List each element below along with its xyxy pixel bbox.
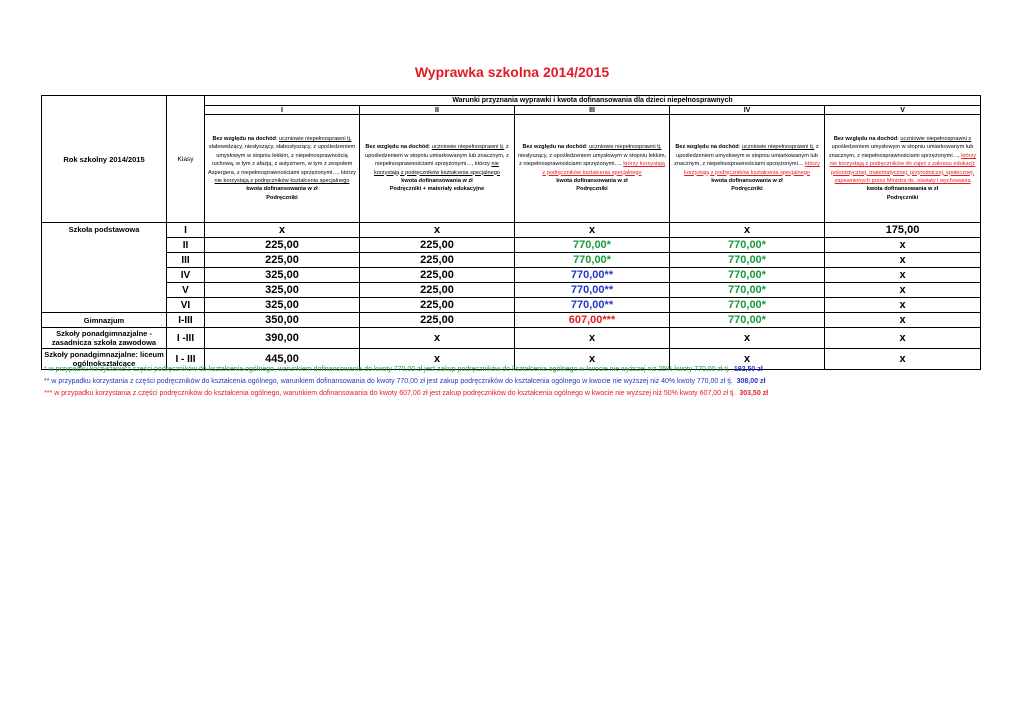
value-cell: x [515, 328, 670, 349]
klasa-cell: V [167, 283, 205, 298]
desc-podreczniki: Podręczniki [886, 194, 919, 201]
klasa-cell: I -III [167, 328, 205, 349]
label-liceum: Szkoły ponadgimnazjalne: liceum ogólnokształcące [42, 349, 167, 370]
value-cell: x [825, 238, 981, 253]
footnote-3 [44, 388, 768, 400]
header-warunki: Warunki przyznania wyprawki i kwota dofinansowania dla dzieci niepełnosprawnych [205, 96, 981, 106]
header-col-5: V [825, 106, 981, 115]
header-col-1: I [205, 106, 360, 115]
desc-text: z upośledzeniem umysłowym w stopniu umiarkowanym lub znacznym, z niepełnosprawnościami sprzężonymi… [674, 144, 819, 168]
desc-under: uczniowie niepełnosprawni tj. [279, 135, 352, 142]
footnote-1 [44, 364, 768, 376]
desc-text: z upośledzeniem w stopniu umiarkowanym lub znacznym, z niepełnosprawnościami sprzężonymi…, którzy [365, 144, 509, 168]
table-row [42, 298, 981, 313]
desc-col-2: Bez względu na dochód: uczniowie niepełnosprawni tj. z upośledzeniem w stopniu umiarkowanym lub znacznym, z niepełnosprawnościami sprzężonymi…, którzy nie korzystają z podręczników kształcenia specjalnego kwota dofinansowania w zł Podręczniki + materiały edukacyjne [360, 115, 515, 223]
desc-under: uczniowie niepełnosprawni tj. [741, 144, 815, 151]
table-row [42, 223, 981, 238]
header-klasy: Klasy [167, 96, 205, 223]
value-cell: 225,00 [360, 238, 515, 253]
desc-podreczniki: Podręczniki + materiały edukacyjne [389, 186, 485, 193]
desc-podreczniki: Podręczniki [731, 186, 763, 193]
value-cell: 770,00* [670, 253, 825, 268]
value-cell: 225,00 [360, 313, 515, 328]
header-col-4: IV [670, 106, 825, 115]
footnotes [44, 364, 768, 400]
desc-kwota: kwota dofinansowania w zł [556, 177, 628, 184]
value-cell: x [360, 349, 515, 370]
desc-red: którzy korzystają z podręczników kształcenia specjalnego [684, 161, 820, 176]
desc-lead: Bez względu na dochód [212, 135, 276, 142]
value-cell: 770,00* [670, 238, 825, 253]
desc-podreczniki: Podręczniki [266, 194, 298, 201]
value-cell: 325,00 [205, 268, 360, 283]
footnote-amount: 308,00 zł [736, 378, 766, 385]
value-cell: x [825, 298, 981, 313]
value-cell: x [515, 349, 670, 370]
value-cell: 325,00 [205, 283, 360, 298]
table-row [42, 313, 981, 328]
value-cell: 770,00* [670, 298, 825, 313]
value-cell: x [515, 223, 670, 238]
page-title: Wyprawka szkolna 2014/2015 [414, 64, 610, 80]
desc-col-1: Bez względu na dochód: uczniowie niepełnosprawni tj. słabowidzący, niesłyszący, słabosłyszący, z upośledzeniem umysłowym w stopniu lekkim, z niepełnosprawnością ruchową, w tym z afazją, z autyzmem, w tym z zespołem Aspergera, z niepełnosprawnościami sprzężonymi…, którzy nie korzystają z podręczników kształcenia specjalnego kwota dofinansowania w zł Podręczniki [205, 115, 360, 223]
footnote-text: ** w przypadku korzystania z części podręczników do kształcenia ogólnego, warunkiem dofinansowania do kwoty 770,00 zł jest zakup podręczników do kształcenia ogólnego w kwocie nie wyższej niż 40% kwoty 770,00 zł tj. [44, 378, 733, 385]
klasa-cell: I - III [167, 349, 205, 370]
value-cell: x [360, 223, 515, 238]
value-cell: 770,00* [515, 238, 670, 253]
desc-kwota: kwota dofinansowania w zł [711, 177, 783, 184]
value-cell: x [825, 313, 981, 328]
value-cell: x [205, 223, 360, 238]
value-cell: x [825, 268, 981, 283]
value-cell: 350,00 [205, 313, 360, 328]
value-cell: 175,00 [825, 223, 981, 238]
desc-lead: Bez względu na dochód [365, 144, 429, 151]
value-cell: 225,00 [360, 268, 515, 283]
desc-under2: nie korzystają z podręczników kształcenia specjalnego [374, 161, 500, 176]
klasa-cell: I-III [167, 313, 205, 328]
desc-col-4: Bez względu na dochód: uczniowie niepełnosprawni tj. z upośledzeniem umysłowym w stopniu umiarkowanym lub znacznym, z niepełnosprawnościami sprzężonymi… którzy korzystają z podręczników kształcenia specjalnego kwota dofinansowania w zł Podręczniki [670, 115, 825, 223]
desc-text: niesłyszący, z upośledzeniem umysłowym w stopniu lekkim, z niepełnosprawnościami sprzężonymi…, [517, 152, 667, 168]
footnote-amount: 303,50 zł [739, 390, 769, 397]
value-cell: x [670, 223, 825, 238]
value-cell: 225,00 [360, 283, 515, 298]
value-cell: x [670, 328, 825, 349]
value-cell: x [825, 328, 981, 349]
header-col-3: III [515, 106, 670, 115]
table-row [42, 328, 981, 349]
header-col-2: II [360, 106, 515, 115]
desc-red: którzy nie korzystają z podręczników do zajęć z zakresu edukacji: polonistycznej, matematycznej, przyrodniczej, społecznej, zapewnionych przez Ministra ds. oświaty i wychowania [829, 152, 977, 184]
desc-kwota: kwota dofinansowania w zł [866, 186, 939, 193]
desc-under: uczniowie niepełnosprawni tj. [431, 144, 505, 151]
desc-kwota: kwota dofinansowania w zł [246, 186, 318, 193]
value-cell: 770,00* [670, 268, 825, 283]
klasa-cell: I [167, 223, 205, 238]
value-cell: 325,00 [205, 298, 360, 313]
value-cell: 607,00*** [515, 313, 670, 328]
value-cell: x [825, 349, 981, 370]
footnote-amount: 192,50 zł [733, 366, 763, 373]
klasa-cell: III [167, 253, 205, 268]
desc-col-3: Bez względu na dochód: uczniowie niepełnosprawni tj. niesłyszący, z upośledzeniem umysłowym w stopniu lekkim, z niepełnosprawnościami sprzężonymi…, którzy korzystają z podręczników kształcenia specjalnego kwota dofinansowania w zł Podręczniki [515, 115, 670, 223]
value-cell: 770,00** [515, 298, 670, 313]
table-row [42, 238, 981, 253]
klasa-cell: VI [167, 298, 205, 313]
value-cell: 225,00 [205, 253, 360, 268]
desc-under2: nie korzystają z podręczników kształcenia specjalnego [214, 177, 350, 184]
value-cell: 770,00** [515, 283, 670, 298]
table-row [42, 283, 981, 298]
desc-under: uczniowie niepełnosprawni tj. [589, 144, 662, 151]
footnote-text: * w przypadku korzystania z części podręczników do kształcenia ogólnego, warunkiem dofinansowania do kwoty 770,00 zł jest zakup podręczników do kształcenia ogólnego w kwocie nie wyższej niż 25% kwoty 770,00 zł tj. [44, 366, 730, 373]
wyprawka-table [41, 95, 981, 370]
footnote-text: *** w przypadku korzystania z części podręczników do kształcenia ogólnego, warunkiem dofinansowania do kwoty 607,00 zł jest zakup podręczników do kształcenia ogólnego w kwocie nie wyższej niż 50% kwoty 607,00 zł tj. [44, 390, 736, 397]
table-row [42, 253, 981, 268]
desc-lead: Bez względu na dochód [675, 144, 739, 151]
table-row [42, 268, 981, 283]
value-cell: x [825, 253, 981, 268]
desc-text: słabowidzący, niesłyszący, słabosłyszący, z upośledzeniem umysłowym w stopniu lekkim, z niepełnosprawnością ruchową, w tym z afazją, z autyzmem, w tym z zespołem Aspergera, z niepełnosprawnościami sprzężonymi…, którzy [208, 144, 356, 176]
value-cell: 225,00 [360, 298, 515, 313]
value-cell: 770,00** [515, 268, 670, 283]
label-szkola-podstawowa: Szkoła podstawowa [42, 223, 167, 313]
value-cell: 225,00 [205, 238, 360, 253]
desc-lead: Bez względu na dochód [833, 135, 898, 142]
desc-podreczniki: Podręczniki [576, 186, 608, 193]
desc-col-5: Bez względu na dochód: uczniowie niepełnosprawni z upośledzeniem umysłowym w stopniu umiarkowanym lub znacznym, z niepełnosprawnościami sprzężonymi…, którzy nie korzystają z podręczników do zajęć z zakresu edukacji: polonistycznej, matematycznej, przyrodniczej, społecznej, zapewnionych przez Ministra ds. oświaty i wychowania kwota dofinansowania w zł Podręczniki [825, 115, 981, 223]
value-cell: 225,00 [360, 253, 515, 268]
klasa-cell: II [167, 238, 205, 253]
desc-under: uczniowie niepełnosprawni z [900, 135, 972, 142]
desc-kwota: kwota dofinansowania w zł [401, 177, 473, 184]
value-cell: 390,00 [205, 328, 360, 349]
value-cell: 770,00* [670, 313, 825, 328]
value-cell: x [360, 328, 515, 349]
value-cell: x [670, 349, 825, 370]
footnote-2 [44, 376, 768, 388]
value-cell: 770,00* [515, 253, 670, 268]
value-cell: 770,00* [670, 283, 825, 298]
value-cell: x [825, 283, 981, 298]
desc-lead: Bez względu na dochód [522, 144, 586, 151]
header-rok: Rok szkolny 2014/2015 [42, 96, 167, 223]
label-gimnazjum: Gimnazjum [42, 313, 167, 328]
desc-text: upośledzeniem umysłowym w stopniu umiarkowanym lub znacznym, z niepełnosprawnościami sprzężonymi…, [828, 144, 974, 159]
desc-red: którzy korzystają z podręczników kształcenia specjalnego [542, 161, 665, 176]
klasa-cell: IV [167, 268, 205, 283]
value-cell: 445,00 [205, 349, 360, 370]
label-zasadnicza: Szkoły ponadgimnazjalne - zasadnicza szkoła zawodowa [42, 328, 167, 349]
